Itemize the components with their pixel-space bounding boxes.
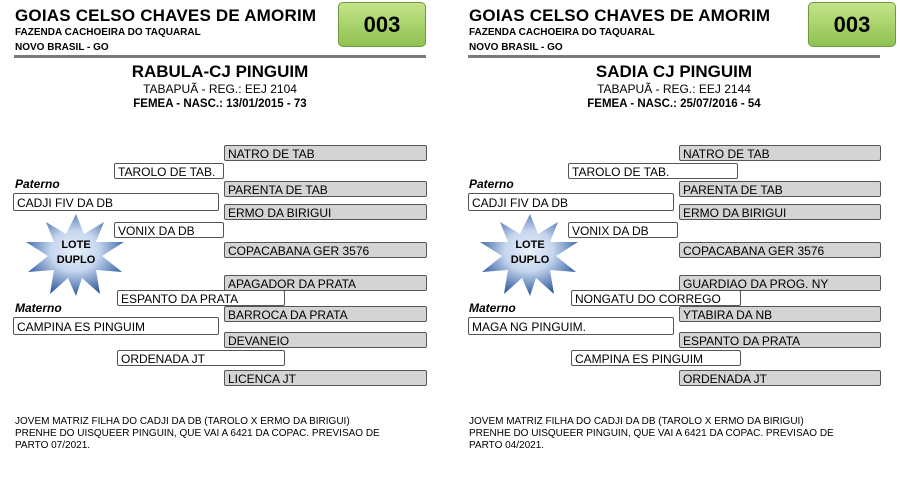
pedigree-box-avo-paterna: VONIX DA DB [114, 222, 224, 238]
pedigree-box-mae: CAMPINA ES PINGUIM [13, 317, 219, 335]
pedigree-box-bis6: BARROCA DA PRATA [224, 306, 427, 322]
materno-label: Materno [15, 301, 62, 315]
farm-title: GOIAS CELSO CHAVES DE AMORIM [469, 6, 771, 25]
materno-label: Materno [469, 301, 516, 315]
pedigree-box-bis5: APAGADOR DA PRATA [224, 275, 427, 291]
pedigree-box-avo-paterno: TAROLO DE TAB. [114, 163, 224, 179]
lote-duplo-text: LOTE DUPLO [510, 239, 550, 266]
pedigree-box-mae: MAGA NG PINGUIM. [468, 317, 674, 335]
farm-location: NOVO BRASIL - GO [15, 42, 109, 53]
pedigree-box-bis2: PARENTA DE TAB [679, 181, 881, 197]
animal-name: RABULA-CJ PINGUIM [131, 62, 309, 81]
pedigree-box-bis6: YTABIRA DA NB [679, 306, 881, 322]
farm-title: GOIAS CELSO CHAVES DE AMORIM [15, 6, 317, 25]
header-rule [14, 55, 426, 58]
pedigree-box-bis7: ESPANTO DA PRATA [679, 332, 881, 348]
catalog-card-right [454, 0, 900, 499]
pedigree-box-bis5: GUARDIAO DA PROG. NY [679, 275, 881, 291]
pedigree-box-avo-materna: CAMPINA ES PINGUIM [571, 350, 741, 366]
pedigree-box-pai: CADJI FIV DA DB [13, 193, 219, 211]
pedigree-box-bis1: NATRO DE TAB [224, 145, 427, 161]
breed-registration: TABAPUÃ - REG.: EEJ 2144 [597, 82, 751, 96]
sex-birth-info: FEMEA - NASC.: 25/07/2016 - 54 [587, 98, 761, 110]
paterno-label: Paterno [15, 177, 60, 191]
farm-subtitle: FAZENDA CACHOEIRA DO TAQUARAL [15, 27, 201, 38]
header-rule [468, 55, 880, 58]
pedigree-box-bis3: ERMO DA BIRIGUI [224, 204, 427, 220]
pedigree-box-bis8: LICENCA JT [224, 370, 427, 386]
pedigree-box-bis1: NATRO DE TAB [679, 145, 881, 161]
pedigree-box-avo-paterna: VONIX DA DB [568, 222, 678, 238]
lot-number-badge: 003 [338, 2, 426, 47]
pedigree-box-bis4: COPACABANA GER 3576 [679, 242, 881, 258]
pedigree-box-pai: CADJI FIV DA DB [468, 193, 674, 211]
observation-text: JOVEM MATRIZ FILHA DO CADJI DA DB (TAROLO X ERMO DA BIRIGUI) PRENHE DO UISQUEER PINGUIN, QUE VAI A 6421 DA COPAC. PREVISAO DE PARTO 07/2021. [15, 416, 380, 451]
pedigree-box-bis3: ERMO DA BIRIGUI [679, 204, 881, 220]
pedigree-box-bis2: PARENTA DE TAB [224, 181, 427, 197]
pedigree-box-bis7: DEVANEIO [224, 332, 427, 348]
paterno-label: Paterno [469, 177, 514, 191]
pedigree-box-bis8: ORDENADA JT [679, 370, 881, 386]
pedigree-box-avo-materna: ORDENADA JT [117, 350, 285, 366]
animal-name: SADIA CJ PINGUIM [595, 62, 753, 81]
pedigree-box-bis4: COPACABANA GER 3576 [224, 242, 427, 258]
farm-location: NOVO BRASIL - GO [469, 42, 563, 53]
breed-registration: TABAPUÃ - REG.: EEJ 2104 [143, 82, 297, 96]
sex-birth-info: FEMEA - NASC.: 13/01/2015 - 73 [133, 98, 307, 110]
pedigree-box-avo-paterno: TAROLO DE TAB. [568, 163, 738, 179]
pedigree-box-avo-materno: ESPANTO DA PRATA [117, 290, 285, 306]
pedigree-box-avo-materno: NONGATU DO CORREGO [571, 290, 741, 306]
observation-text: JOVEM MATRIZ FILHA DO CADJI DA DB (TAROLO X ERMO DA BIRIGUI) PRENHE DO UISQUEER PINGUIN, QUE VAI A 6421 DA COPAC. PREVISAO DE PARTO 04/2021. [469, 416, 834, 451]
lot-number-badge: 003 [808, 2, 896, 47]
lote-duplo-text: LOTE DUPLO [56, 239, 96, 266]
farm-subtitle: FAZENDA CACHOEIRA DO TAQUARAL [469, 27, 655, 38]
